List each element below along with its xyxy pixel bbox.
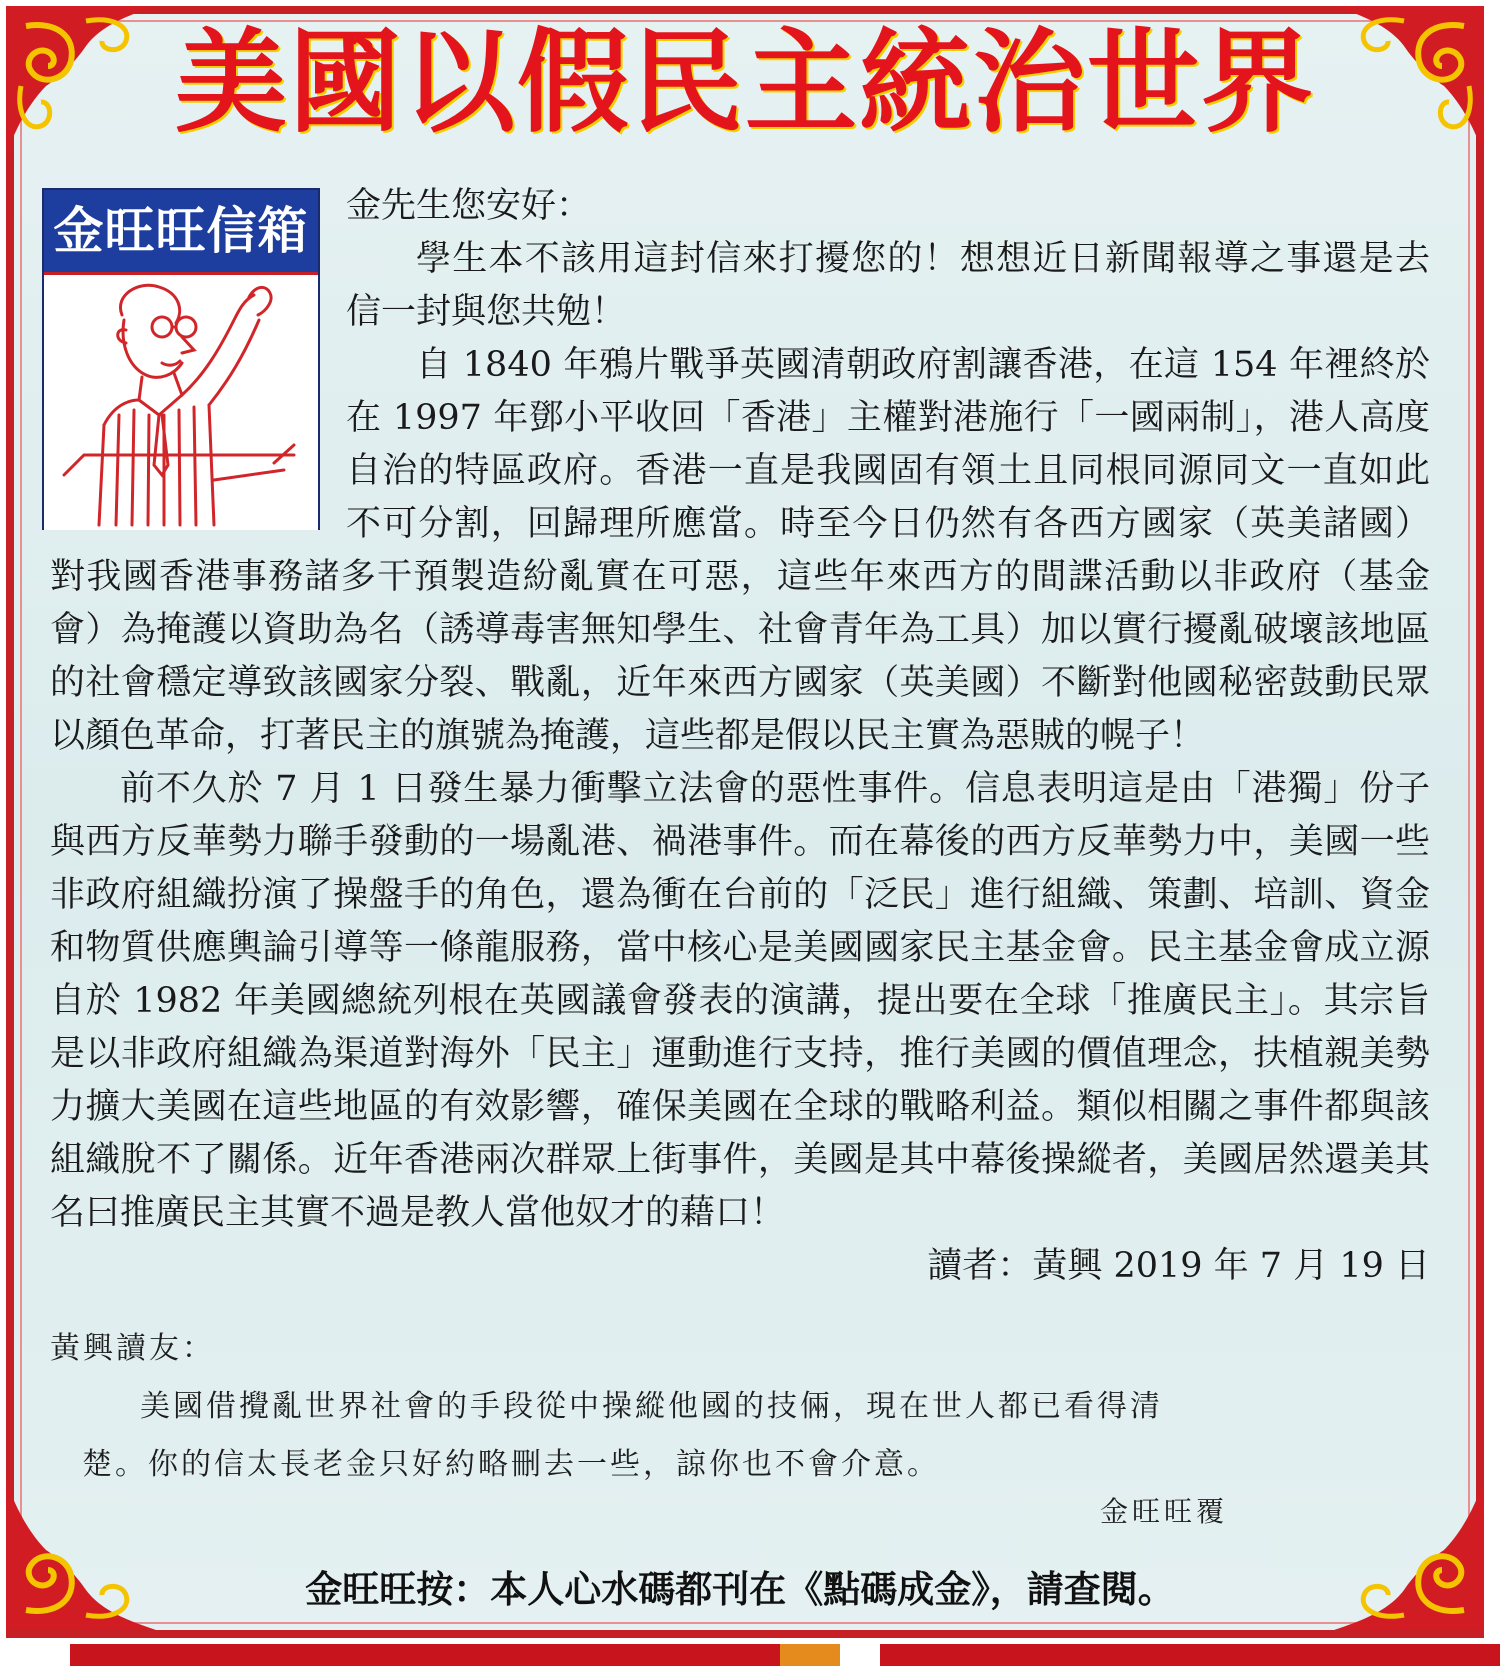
cloud-ornament-icon [6,1480,156,1630]
column-badge-label: 金旺旺信箱 [44,190,318,275]
letter-salutation: 金先生您安好： [346,186,592,226]
letter-paragraph: 前不久於 7 月 1 日發生暴力衝擊立法會的惡性事件。信息表明這是由「港獨」份子與西方反華勢力聯手發動的一場亂港、禍港事件。而在幕後的西方反華勢力中，美國一些非政府組織扮演了操盤手的角色，還為衝在台前的「泛民」進行組織、策劃、培訓、資金和物質供應輿論引導等一條龍服務，當中核心是美國國家民主基金會。民主基金會成立源自於 1982 年美國總統列根在英國議會發表的演講，提出要在全球「推廣民主」。其宗旨是以非政府組織為渠道對海外「民主」運動進行支持，推行美國的價值理念，扶植親美勢力擴大美國在這些地區的有效影響，確保美國在全球的戰略利益。類似相關之事件都與該組織脫不了關係。近年香港兩次群眾上街事件，美國是其中幕後操縱者，美國居然還美其名曰推廣民主其實不過是教人當他奴才的藉口！ [50,769,1430,1233]
column-badge [42,188,320,530]
columnist-illustration-icon [44,275,318,530]
cloud-ornament-icon [1334,6,1484,156]
page-title: 美國以假民主統治世界 [175,17,1315,148]
reply-salutation: 黃興讀友： [50,1331,215,1366]
footer-note: 金旺旺按：本人心水碼都刊在《點碼成金》，請查閱。 [305,1568,1175,1611]
letter-signature: 讀者：黃興 2019 年 7 月 19 日 [927,1246,1430,1286]
cloud-ornament-icon [6,6,156,156]
cloud-ornament-icon [1334,1480,1484,1630]
editor-reply [50,1320,1430,1494]
letter-paragraph: 學生本不該用這封信來打擾您的！想想近日新聞報導之事還是去信一封與您共勉！ [346,239,1430,332]
reply-text-line: 楚。你的信太長老金只好約略刪去一些，諒你也不會介意。 [82,1447,940,1482]
divider-segment [880,1644,1500,1666]
reply-text-line: 美國借攪亂世界社會的手段從中操縱他國的技倆，現在世人都已看得清 [140,1389,1163,1424]
bottom-divider [0,1640,1500,1666]
letter-paragraph: 自 1840 年鴉片戰爭英國清朝政府割讓香港，在這 154 年裡終於在 1997 年鄧小平收回「香港」主權對港施行「一國兩制」，港人高度自治的特區政府。香港一直是我國固有領土且同根同源同文一直如此不可分割，回歸理所應當。時至今日仍然有各西方國家（英美諸國）對我國香港事務諸多干預製造紛亂實在可惡，這些年來西方的間諜活動以非政府（基金會）為掩護以資助為名（誘導毒害無知學生、社會青年為工具）加以實行擾亂破壞該地區的社會穩定導致該國家分裂、戰亂，近年來西方國家（英美國）不斷對他國秘密鼓動民眾以顏色革命，打著民主的旗號為掩護，這些都是假以民主實為惡賊的幌子！ [50,345,1430,756]
reply-signature: 金旺旺覆 [1100,1495,1229,1528]
divider-segment [780,1644,840,1666]
divider-segment [70,1644,780,1666]
